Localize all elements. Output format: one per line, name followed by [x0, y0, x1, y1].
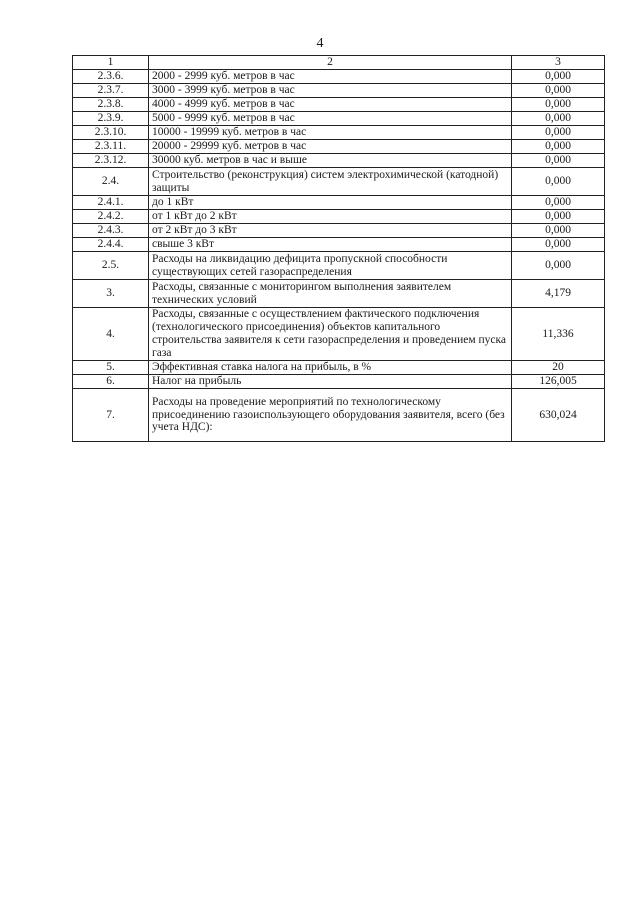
row-value: 0,000 — [512, 224, 605, 238]
row-value: 0,000 — [512, 196, 605, 210]
table-row — [73, 238, 605, 252]
table-row — [73, 210, 605, 224]
table-row — [73, 70, 605, 84]
row-description: Расходы, связанные с осуществлением фактического подключения (технологического присоединения) объектов капитального строительства заявителя к сети газораспределения и проведением пуска газа — [149, 308, 512, 361]
row-value: 0,000 — [512, 154, 605, 168]
row-description: Расходы, связанные с мониторингом выполнения заявителем технических условий — [149, 280, 512, 308]
table-row — [73, 375, 605, 389]
table-row — [73, 112, 605, 126]
row-value: 0,000 — [512, 98, 605, 112]
row-number: 2.3.12. — [73, 154, 149, 168]
header-col-2: 2 — [149, 56, 512, 70]
row-number: 2.4.2. — [73, 210, 149, 224]
row-description: 10000 - 19999 куб. метров в час — [149, 126, 512, 140]
row-number: 4. — [73, 308, 149, 361]
row-number: 7. — [73, 389, 149, 442]
table-header-row — [73, 56, 605, 70]
row-value: 630,024 — [512, 389, 605, 442]
row-number: 2.4.1. — [73, 196, 149, 210]
row-value: 0,000 — [512, 126, 605, 140]
row-value: 126,005 — [512, 375, 605, 389]
row-description: 4000 - 4999 куб. метров в час — [149, 98, 512, 112]
row-number: 2.3.11. — [73, 140, 149, 154]
row-number: 2.3.10. — [73, 126, 149, 140]
row-value: 0,000 — [512, 168, 605, 196]
table-row — [73, 154, 605, 168]
row-description: Расходы на ликвидацию дефицита пропускной способности существующих сетей газораспределения — [149, 252, 512, 280]
row-description: от 2 кВт до 3 кВт — [149, 224, 512, 238]
row-number: 2.3.8. — [73, 98, 149, 112]
table-row — [73, 126, 605, 140]
row-number: 2.4. — [73, 168, 149, 196]
table-row — [73, 196, 605, 210]
row-number: 2.5. — [73, 252, 149, 280]
row-description: свыше 3 кВт — [149, 238, 512, 252]
table-row — [73, 280, 605, 308]
table-row — [73, 389, 605, 442]
row-number: 2.3.9. — [73, 112, 149, 126]
row-description: Налог на прибыль — [149, 375, 512, 389]
row-value: 0,000 — [512, 70, 605, 84]
row-value: 0,000 — [512, 112, 605, 126]
header-col-1: 1 — [73, 56, 149, 70]
row-value: 20 — [512, 361, 605, 375]
header-col-3: 3 — [512, 56, 605, 70]
row-number: 2.4.3. — [73, 224, 149, 238]
table-row — [73, 98, 605, 112]
row-number: 2.4.4. — [73, 238, 149, 252]
row-description: 3000 - 3999 куб. метров в час — [149, 84, 512, 98]
row-value: 4,179 — [512, 280, 605, 308]
table-row — [73, 84, 605, 98]
row-description: от 1 кВт до 2 кВт — [149, 210, 512, 224]
table-row — [73, 168, 605, 196]
row-value: 0,000 — [512, 140, 605, 154]
row-number: 2.3.6. — [73, 70, 149, 84]
table-row — [73, 308, 605, 361]
table-row — [73, 140, 605, 154]
row-value: 0,000 — [512, 238, 605, 252]
row-description: Строительство (реконструкция) систем электрохимической (катодной) защиты — [149, 168, 512, 196]
row-description: до 1 кВт — [149, 196, 512, 210]
row-description: Эффективная ставка налога на прибыль, в % — [149, 361, 512, 375]
row-value: 0,000 — [512, 252, 605, 280]
row-number: 2.3.7. — [73, 84, 149, 98]
row-description: 5000 - 9999 куб. метров в час — [149, 112, 512, 126]
row-value: 0,000 — [512, 210, 605, 224]
cost-table — [72, 55, 605, 442]
row-number: 3. — [73, 280, 149, 308]
row-description: 2000 - 2999 куб. метров в час — [149, 70, 512, 84]
page-number: 4 — [316, 36, 324, 51]
row-value: 0,000 — [512, 84, 605, 98]
row-number: 5. — [73, 361, 149, 375]
table-row — [73, 224, 605, 238]
table-row — [73, 361, 605, 375]
row-number: 6. — [73, 375, 149, 389]
row-description: Расходы на проведение мероприятий по технологическому присоединению газоиспользующего оборудования заявителя, всего (без учета НДС): — [149, 389, 512, 442]
table-row — [73, 252, 605, 280]
row-value: 11,336 — [512, 308, 605, 361]
row-description: 30000 куб. метров в час и выше — [149, 154, 512, 168]
row-description: 20000 - 29999 куб. метров в час — [149, 140, 512, 154]
